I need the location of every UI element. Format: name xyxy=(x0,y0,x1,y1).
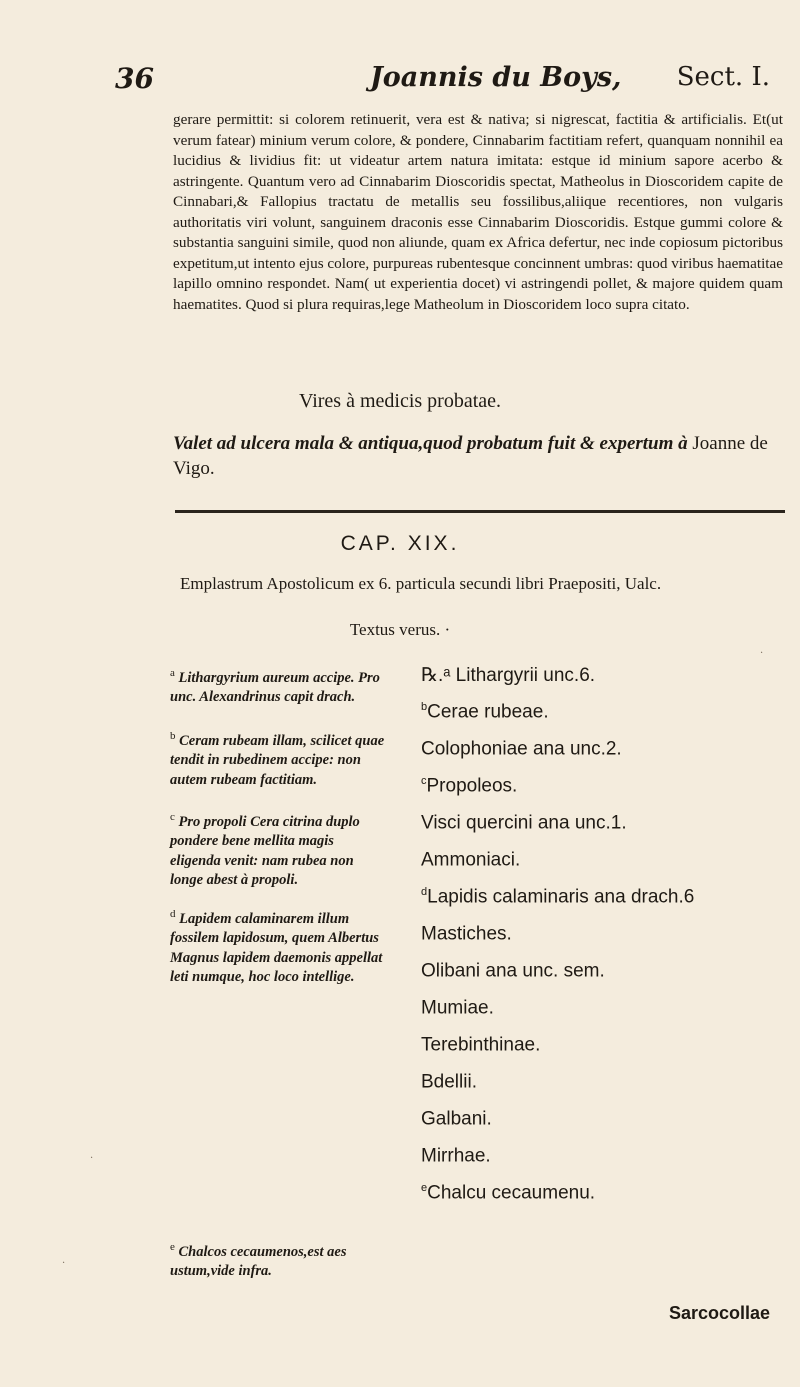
margin-note xyxy=(170,808,385,891)
ingredient-line: Ammoniaci. xyxy=(421,849,521,871)
note-text: Pro propoli Cera citrina duplo pondere bene mellita magis eligenda venit: nam rubea non longe abest à propoli. xyxy=(170,813,360,889)
ingredient-line: $^b$Cerae rubeae. xyxy=(421,701,549,723)
paper-speck: . xyxy=(90,1150,94,1161)
page-header xyxy=(95,52,770,95)
ingredient-line: $^d$Lapidis calaminaris ana drach.6 xyxy=(421,886,695,908)
chapter-intro: Emplastrum Apostolicum ex 6. particula secundi libri Praepositi, Ualc. xyxy=(180,574,662,593)
ingredient-line: ℞.ᵃ Lithargyrii unc.6. xyxy=(421,665,596,686)
ingredient-line: Mastiches. xyxy=(421,923,512,945)
ingredient-line: Mumiae. xyxy=(421,997,494,1019)
section-label: Sect. I. xyxy=(676,62,770,92)
ingredient-line: Olibani ana unc. sem. xyxy=(421,960,605,982)
margin-note xyxy=(170,905,385,988)
margin-note xyxy=(170,664,385,708)
note-text: Ceram rubeam illam, scilicet quae tendit in rubedinem accipe: non autem rubeam factitiam. xyxy=(170,732,385,788)
note-mark: a xyxy=(170,667,175,679)
valet-tail: Joanne de Vigo. xyxy=(173,433,768,479)
valet-paragraph xyxy=(173,431,783,481)
ingredient-line: Visci quercini ana unc.1. xyxy=(421,812,627,834)
ingredient-line: Bdellii. xyxy=(421,1071,477,1093)
note-mark: b xyxy=(170,730,176,742)
body-text: gerare permittit: si colorem retinuerit, vera est & nativa; si nigrescat, factitia & artificialis. Et(ut verum fatear) minium verum colore, & pondere, Cinnabarim factitiam refert, quanquam nonnihil ea lucidius & lividius fit: ut videatur artem natura imitata: estque id minium sapore acerbo & astringente. Quantum vero ad Cinnabarim Dioscoridis spectat, Matheolus in Dioscoridem capite de Cinnabari,& Fallopius tractatu de metallis seu fossilibus,aliique recentiores, non vulgaris authoritatis viri volunt, sanguinem draconis esse Cinnabarim Dioscoridis. Estque gummi colore & substantia sanguini simile, quod non aliunde, quam ex Africa defertur, nec inde copiosum pictoribus expetitum,ut intento ejus colore, purpureas rubentesque concinnent umbras: quod viribus haematitae lapillo omnino respondet. Nam( ut experientia docet) vi astringendi pollet, & majore quidem quam haematites. Quod si plura requiras,lege Matheolum in Dioscoridem loco supra citato. xyxy=(173,111,783,313)
ingredient-line: Colophoniae ana unc.2. xyxy=(421,738,622,760)
note-text: Chalcos cecaumenos,est aes ustum,vide infra. xyxy=(170,1243,347,1280)
chapter-title: CAP. XIX. xyxy=(340,532,460,555)
vires-heading: Vires à medicis probatae. xyxy=(298,390,502,412)
section-divider xyxy=(175,510,785,513)
catchword: Sarcocollae xyxy=(668,1303,770,1323)
body-paragraph xyxy=(173,110,783,315)
margin-note xyxy=(170,1238,385,1282)
textus-label: Textus verus. · xyxy=(349,620,451,639)
running-title: Joannis du Boys, xyxy=(370,62,622,93)
ingredient-line: Terebinthinae. xyxy=(421,1034,541,1056)
paper-speck: . xyxy=(760,645,764,656)
valet-italic: Valet ad ulcera mala & antiqua,quod probatum fuit & expertum à xyxy=(173,433,688,454)
note-mark: c xyxy=(170,811,175,823)
ingredient-line: $^e$Chalcu cecaumenu. xyxy=(421,1182,596,1204)
page-number: 36 xyxy=(115,62,154,95)
note-mark: d xyxy=(170,908,176,920)
ingredient-line: Galbani. xyxy=(421,1108,492,1130)
note-text: Lapidem calaminarem illum fossilem lapidosum, quem Albertus Magnus lapidem daemonis appellat leti numque, hoc loco intellige. xyxy=(170,910,383,986)
paper-speck: . xyxy=(62,1255,66,1266)
margin-note xyxy=(170,727,385,790)
ingredient-line: Mirrhae. xyxy=(421,1145,491,1167)
ingredient-line: $^c$Propoleos. xyxy=(421,775,518,797)
note-text: Lithargyrium aureum accipe. Pro unc. Alexandrinus capit drach. xyxy=(170,669,380,706)
note-mark: e xyxy=(170,1241,175,1253)
